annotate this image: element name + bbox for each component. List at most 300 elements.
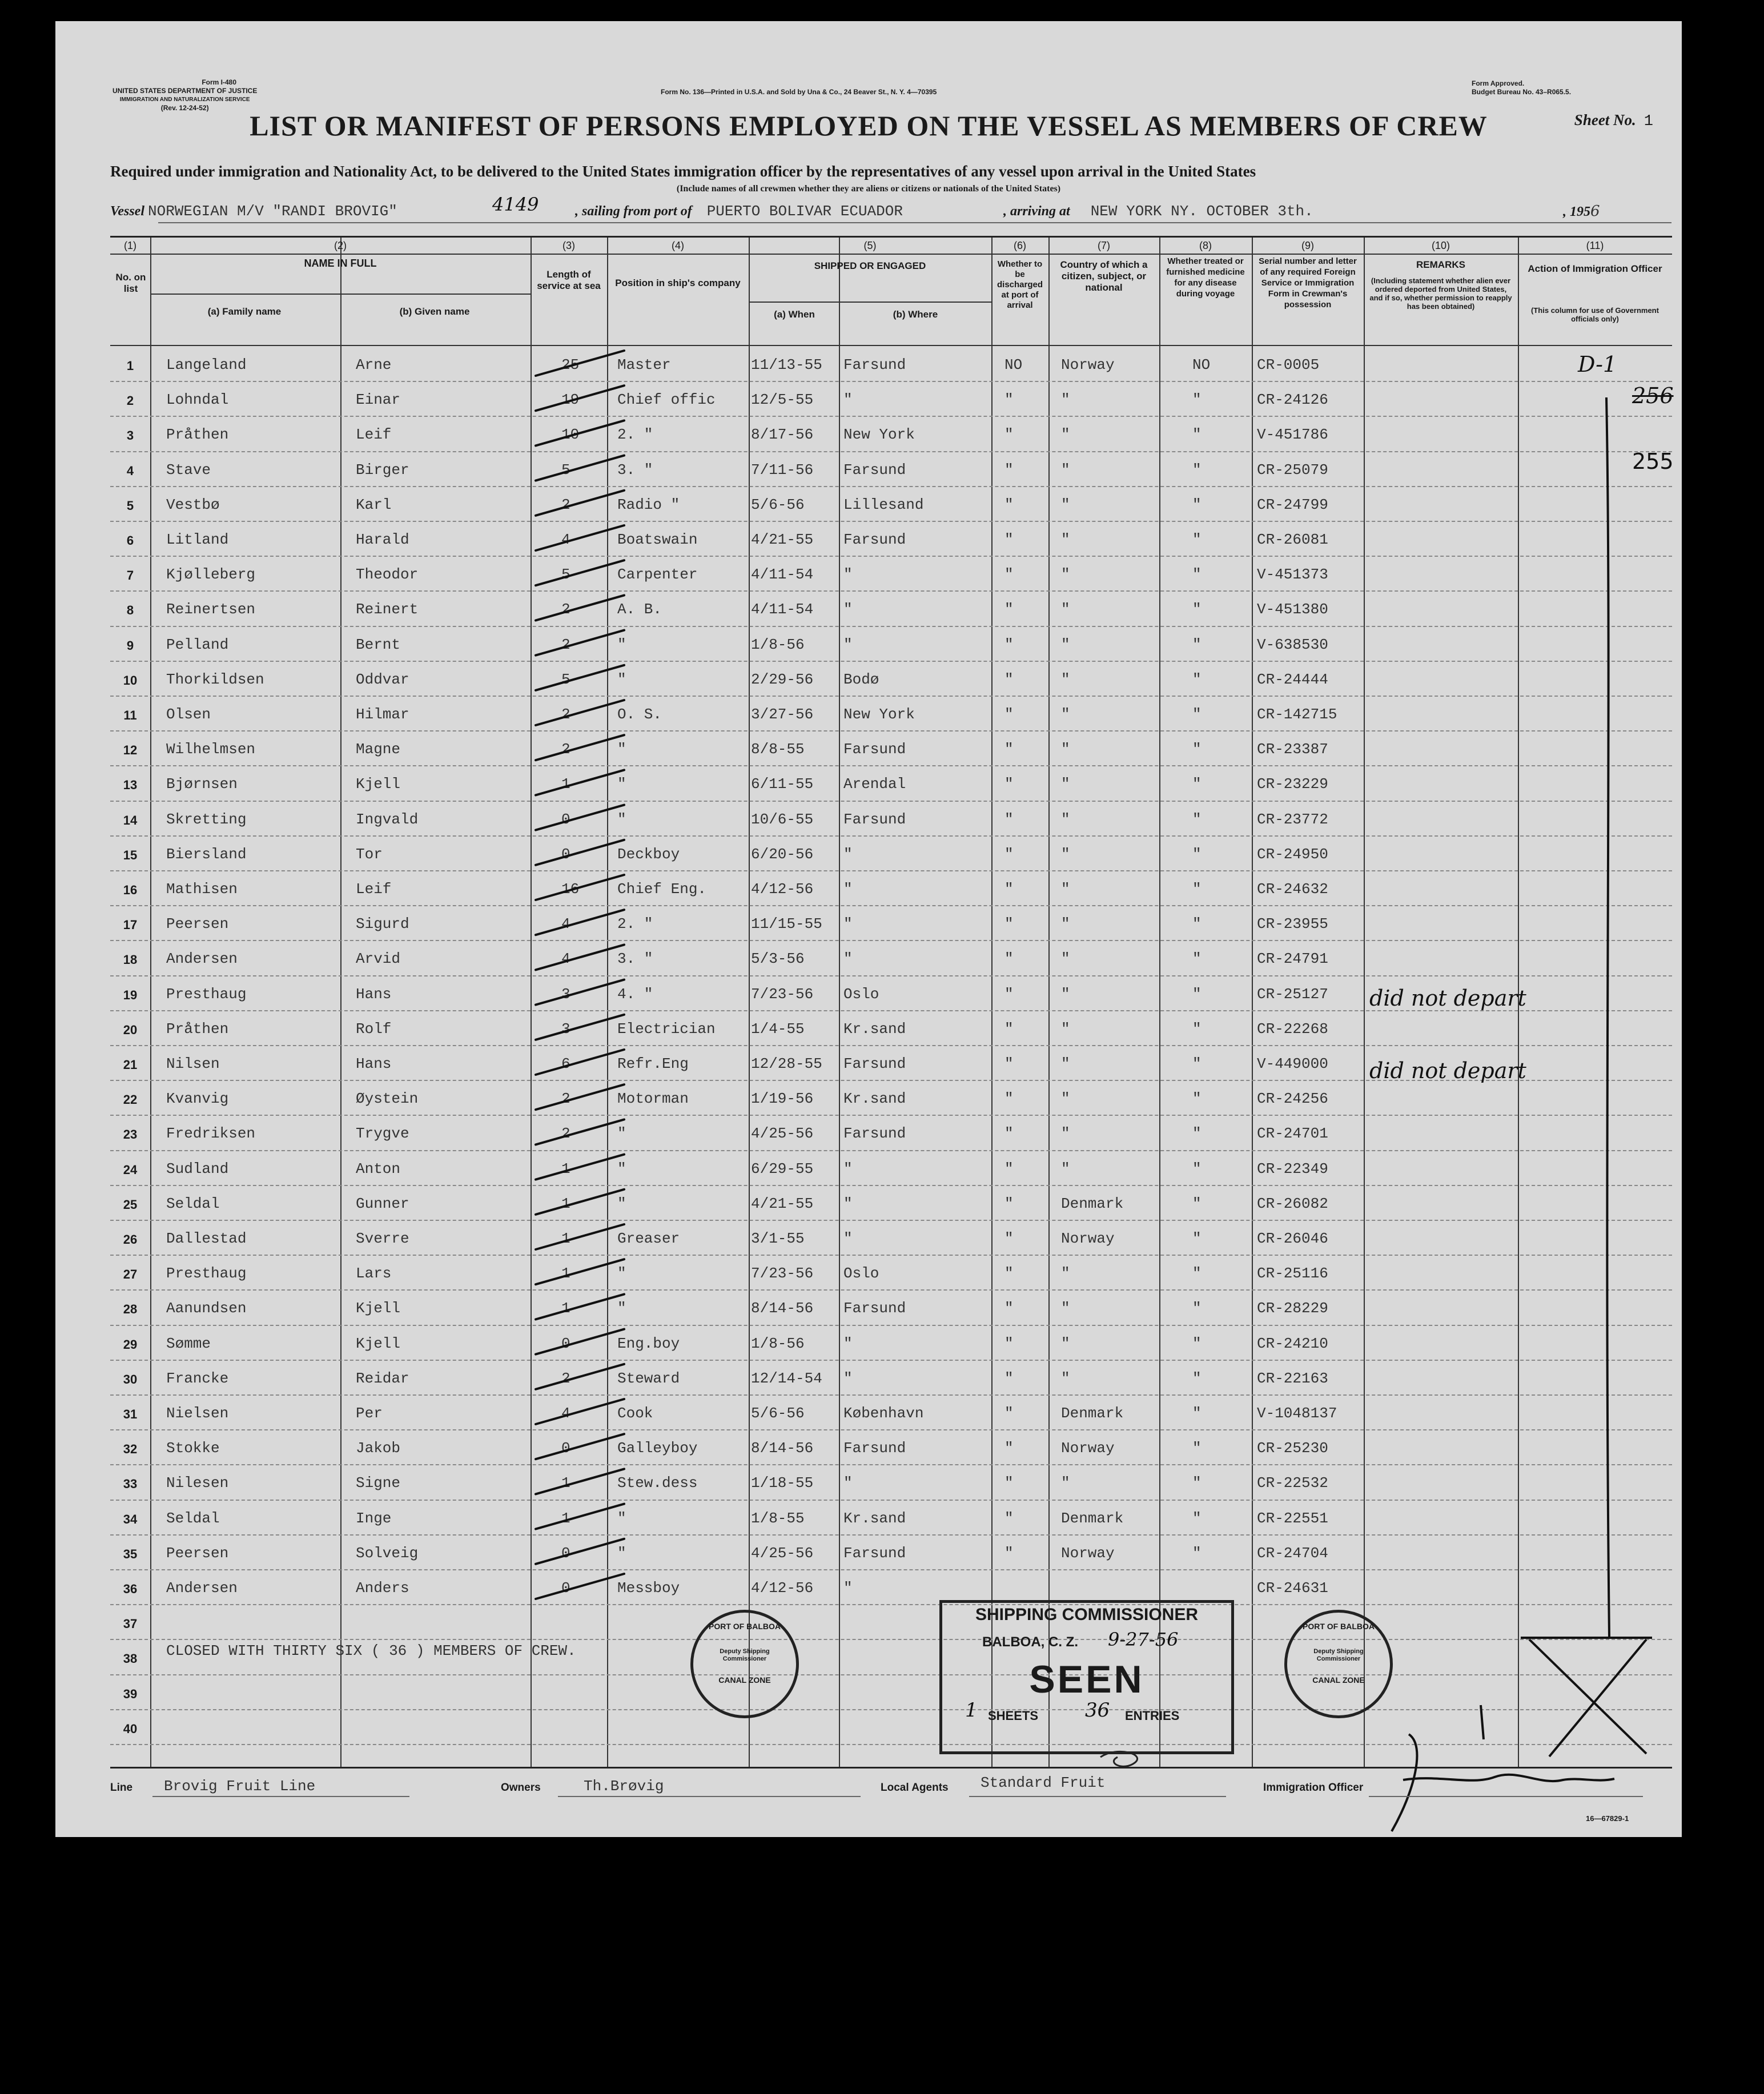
cell-serial: CR-22268 <box>1257 1020 1328 1038</box>
cell-disch: " <box>1004 426 1014 444</box>
cell-family: Sømme <box>166 1335 211 1352</box>
header-remarks: REMARKS <box>1416 259 1465 270</box>
cell-country: " <box>1061 706 1070 723</box>
cell-treated: " <box>1192 461 1202 479</box>
cell-disch: " <box>1004 810 1014 828</box>
cell-treated: " <box>1192 1474 1202 1492</box>
cell-where: " <box>843 881 853 898</box>
cell-given: Anton <box>356 1160 401 1177</box>
cell-pos: " <box>617 775 626 793</box>
cell-treated: " <box>1192 1405 1202 1422</box>
tick-stroke <box>536 875 624 900</box>
cell-pos: O. S. <box>617 706 662 723</box>
stamp-seen: SEEN <box>1029 1658 1144 1701</box>
cell-given: Hans <box>356 1055 392 1072</box>
cell-disch: " <box>1004 775 1014 793</box>
cell-treated: " <box>1192 426 1202 444</box>
cell-where: " <box>843 845 853 863</box>
year-value: 6 <box>1590 203 1600 220</box>
cell-len: 3 <box>561 1020 570 1038</box>
cell-where: " <box>843 1369 853 1387</box>
cell-where: " <box>843 391 853 409</box>
cell-pos: Eng.boy <box>617 1335 680 1352</box>
cell-when: 5/6-56 <box>751 1405 805 1422</box>
printer-line: Form No. 136—Printed in U.S.A. and Sold by Una & Co., 24 Beaver St., N. Y. 4—70395 <box>661 88 937 96</box>
cell-when: 1/19-56 <box>751 1090 814 1108</box>
cell-given: Inge <box>356 1509 392 1527</box>
cell-given: Birger <box>356 461 409 479</box>
action-note-255: 255 <box>1632 449 1674 474</box>
form-number: Form I-480 <box>202 78 237 86</box>
sailing-field <box>575 203 903 220</box>
cell-pos: " <box>617 670 626 688</box>
cell-where: " <box>843 1160 853 1177</box>
cell-len: 1 <box>561 1474 570 1492</box>
cell-pos: Radio " <box>617 496 680 513</box>
cell-treated: " <box>1192 1544 1202 1562</box>
col-num-9: (9) <box>1301 240 1314 251</box>
cell-family: Nilsen <box>166 1055 220 1072</box>
cell-given: Bernt <box>356 636 401 653</box>
cell-given: Anders <box>356 1579 409 1597</box>
tick-stroke <box>536 1119 624 1144</box>
cell-serial: CR-25079 <box>1257 461 1328 479</box>
cell-pos: Master <box>617 356 671 373</box>
approval-block <box>1472 79 1571 97</box>
form-dept-block <box>112 78 257 112</box>
col-num-1: (1) <box>124 240 136 251</box>
cell-pos: Greaser <box>617 1230 680 1247</box>
row-number: 12 <box>123 743 138 758</box>
cell-disch: " <box>1004 1020 1014 1038</box>
tick-stroke <box>536 735 624 760</box>
cell-family: Andersen <box>166 950 238 968</box>
row-number: 20 <box>123 1022 138 1037</box>
cell-given: Einar <box>356 391 401 409</box>
cell-len: 0 <box>561 845 570 863</box>
cell-pos: " <box>617 1160 626 1177</box>
cell-disch: " <box>1004 881 1014 898</box>
stamp-port-bottom: CANAL ZONE <box>718 1675 771 1685</box>
year-label: , 195 <box>1563 204 1590 219</box>
cell-pos: " <box>617 741 626 758</box>
cell-serial: V-451380 <box>1257 601 1328 618</box>
cell-treated: " <box>1192 531 1202 548</box>
action-note-d1: D-1 <box>1578 352 1617 377</box>
cell-country: " <box>1061 601 1070 618</box>
cell-len: 5 <box>561 566 570 584</box>
tick-stroke <box>536 944 624 970</box>
cell-country: Norway <box>1061 1440 1115 1457</box>
cell-where: Kr.sand <box>843 1020 906 1038</box>
cell-given: Rolf <box>356 1020 392 1038</box>
cell-pos: " <box>617 1544 626 1562</box>
cell-where: " <box>843 1474 853 1492</box>
cell-len: 1 <box>561 775 570 793</box>
cell-len: 2 <box>561 636 570 653</box>
cell-given: Hans <box>356 985 392 1003</box>
cell-when: 6/11-55 <box>751 775 814 793</box>
cell-when: 5/3-56 <box>751 950 805 968</box>
cell-disch: " <box>1004 391 1014 409</box>
row-number: 14 <box>123 813 138 827</box>
cell-country: Denmark <box>1061 1405 1124 1422</box>
tick-stroke <box>536 1329 624 1355</box>
cell-family: Dallestad <box>166 1230 247 1247</box>
cell-given: Lars <box>356 1265 392 1283</box>
cell-disch: " <box>1004 670 1014 688</box>
cell-len: 16 <box>561 881 580 898</box>
cell-country: " <box>1061 1020 1070 1038</box>
cell-serial: CR-24632 <box>1257 881 1328 898</box>
cell-given: Leif <box>356 426 392 444</box>
cell-disch: " <box>1004 566 1014 584</box>
footer-owners-underline <box>558 1796 861 1797</box>
cell-given: Hilmar <box>356 706 409 723</box>
cell-serial: CR-24210 <box>1257 1335 1328 1352</box>
cell-family: Presthaug <box>166 985 247 1003</box>
col-num-10: (10) <box>1431 240 1450 251</box>
header-action: Action of Immigration Officer <box>1528 263 1662 274</box>
row-number: 13 <box>123 778 138 793</box>
footer-agents-label: Local Agents <box>881 1782 949 1794</box>
cell-when: 8/8-55 <box>751 741 805 758</box>
cell-disch: NO <box>1004 356 1023 373</box>
cell-where: Farsund <box>843 1055 906 1072</box>
tick-stroke <box>536 665 624 690</box>
cell-country: " <box>1061 1474 1070 1492</box>
vessel-label: Vessel <box>110 204 144 219</box>
cell-pos: Refr.Eng <box>617 1055 689 1072</box>
cell-where: Kr.sand <box>843 1090 906 1108</box>
cell-family: Langeland <box>166 356 247 373</box>
cell-country: " <box>1061 1125 1070 1143</box>
cell-treated: " <box>1192 1230 1202 1247</box>
cell-where: Bodø <box>843 670 879 688</box>
cell-given: Ingvald <box>356 810 419 828</box>
cell-disch: " <box>1004 1160 1014 1177</box>
tick-stroke <box>536 1539 624 1564</box>
cell-country: " <box>1061 810 1070 828</box>
cell-when: 1/8-55 <box>751 1509 805 1527</box>
header-country: Country of which a citizen, subject, or national <box>1060 259 1148 293</box>
form-revision: (Rev. 12-24-52) <box>160 104 209 112</box>
cell-where: Farsund <box>843 1125 906 1143</box>
row-number: 16 <box>123 883 138 897</box>
cell-family: Seldal <box>166 1509 220 1527</box>
page-title: LIST OR MANIFEST OF PERSONS EMPLOYED ON THE VESSEL AS MEMBERS OF CREW <box>250 110 1488 142</box>
cell-serial: CR-23229 <box>1257 775 1328 793</box>
cell-serial: CR-22551 <box>1257 1509 1328 1527</box>
cell-when: 4/25-56 <box>751 1125 814 1143</box>
cell-country: Denmark <box>1061 1509 1124 1527</box>
cell-disch: " <box>1004 1055 1014 1072</box>
cell-family: Stave <box>166 461 211 479</box>
cell-disch: " <box>1004 1509 1014 1527</box>
cell-family: Pelland <box>166 636 229 653</box>
arriving-label: , arriving at <box>1003 204 1070 219</box>
cell-pos: A. B. <box>617 601 662 618</box>
cell-when: 8/14-56 <box>751 1440 814 1457</box>
tick-stroke <box>536 1504 624 1529</box>
cell-family: Lohndal <box>166 391 229 409</box>
row-number: 19 <box>123 987 138 1002</box>
sailing-value: PUERTO BOLIVAR ECUADOR <box>706 203 903 220</box>
tick-stroke <box>536 1434 624 1459</box>
cell-treated: " <box>1192 1509 1202 1527</box>
cell-family: Pråthen <box>166 426 229 444</box>
cell-len: 1 <box>561 1300 570 1317</box>
stamp-date: 9-27-56 <box>1108 1629 1179 1650</box>
header-given-name: (b) Given name <box>399 306 470 317</box>
row-number: 38 <box>123 1651 138 1666</box>
cell-when: 6/29-55 <box>751 1160 814 1177</box>
cell-pos: " <box>617 1509 626 1527</box>
row-number: 27 <box>123 1267 138 1282</box>
cell-pos: Motorman <box>617 1090 689 1108</box>
cell-family: Seldal <box>166 1195 220 1212</box>
tick-stroke <box>536 910 624 935</box>
stamp-sheets-label: SHEETS <box>988 1709 1039 1723</box>
cell-serial: V-1048137 <box>1257 1405 1337 1422</box>
cell-family: Sudland <box>166 1160 229 1177</box>
cell-treated: " <box>1192 636 1202 653</box>
department: UNITED STATES DEPARTMENT OF JUSTICE <box>112 87 258 95</box>
row-number: 21 <box>123 1058 138 1072</box>
cell-disch: " <box>1004 1440 1014 1457</box>
cell-len: 2 <box>561 741 570 758</box>
vessel-field <box>110 203 397 220</box>
commissioner-signature <box>1100 1751 1138 1766</box>
cell-serial: V-451373 <box>1257 566 1328 584</box>
cell-where: Farsund <box>843 810 906 828</box>
cell-when: 4/21-55 <box>751 1195 814 1212</box>
cell-serial: CR-26046 <box>1257 1230 1328 1247</box>
manifest-form <box>55 21 1682 1837</box>
cell-len: 3 <box>561 985 570 1003</box>
immigration-officer-signature <box>1392 1734 1614 1831</box>
footer-owners-value: Th.Brøvig <box>584 1778 664 1795</box>
cell-where: Lillesand <box>843 496 924 513</box>
cell-when: 4/25-56 <box>751 1544 814 1562</box>
tick-stroke <box>536 805 624 830</box>
cell-country: " <box>1061 461 1070 479</box>
tick-stroke <box>536 525 624 550</box>
row-number: 28 <box>123 1302 138 1317</box>
cell-family: Biersland <box>166 845 247 863</box>
cell-country: " <box>1061 1055 1070 1072</box>
cell-country: " <box>1061 775 1070 793</box>
cell-given: Magne <box>356 741 401 758</box>
stamp-title: SHIPPING COMMISSIONER <box>975 1605 1199 1624</box>
cell-serial: CR-23387 <box>1257 741 1328 758</box>
cell-treated: " <box>1192 496 1202 513</box>
footer-line-underline <box>152 1796 409 1797</box>
cell-treated: " <box>1192 601 1202 618</box>
cell-when: 1/8-56 <box>751 636 805 653</box>
col-num-6: (6) <box>1014 240 1026 251</box>
cell-disch: " <box>1004 1405 1014 1422</box>
row-number: 3 <box>126 428 134 443</box>
col-num-8: (8) <box>1199 240 1212 251</box>
cell-when: 7/23-56 <box>751 1265 814 1283</box>
row-number: 7 <box>126 568 134 583</box>
header-action-note: (This column for use of Government officials only) <box>1531 306 1659 323</box>
cell-pos: Boatswain <box>617 531 698 548</box>
cell-country: " <box>1061 1265 1070 1283</box>
row-number: 33 <box>123 1477 138 1492</box>
footer-officer-label: Immigration Officer <box>1263 1782 1364 1794</box>
cell-pos: 2. " <box>617 915 653 933</box>
form-approved: Form Approved. <box>1472 79 1525 87</box>
cell-given: Arne <box>356 356 392 373</box>
cell-family: Peersen <box>166 1544 229 1562</box>
row-number: 26 <box>123 1232 138 1247</box>
footer-owners-label: Owners <box>501 1782 541 1794</box>
remarks-row-14: did not depart <box>1369 1058 1526 1083</box>
vessel-underline <box>158 222 1671 223</box>
cell-country: " <box>1061 566 1070 584</box>
cell-country: " <box>1061 1160 1070 1177</box>
cell-pos: Deckboy <box>617 845 680 863</box>
cell-serial: V-638530 <box>1257 636 1328 653</box>
cell-family: Mathisen <box>166 881 238 898</box>
cell-where: København <box>843 1405 924 1422</box>
cell-family: Stokke <box>166 1440 220 1457</box>
cell-len: 1 <box>561 1160 570 1177</box>
cell-disch: " <box>1004 1195 1014 1212</box>
cell-treated: " <box>1192 391 1202 409</box>
stamp-port-top: PORT OF BALBOA <box>1303 1622 1375 1631</box>
closed-statement: CLOSED WITH THIRTY SIX ( 36 ) MEMBERS OF CREW. <box>166 1642 576 1659</box>
cell-given: Øystein <box>356 1090 419 1108</box>
tick-stroke <box>536 560 624 585</box>
cell-disch: " <box>1004 496 1014 513</box>
header-where: (b) Where <box>893 309 938 320</box>
footer-officer-underline <box>1369 1796 1643 1797</box>
cell-country: Norway <box>1061 1230 1115 1247</box>
cell-len: 0 <box>561 1335 570 1352</box>
cell-where: " <box>843 601 853 618</box>
sheet-value: 1 <box>1644 113 1653 130</box>
tick-stroke <box>536 1294 624 1319</box>
port-balboa-stamp-left <box>690 1610 799 1718</box>
cell-where: " <box>843 915 853 933</box>
col-num-4: (4) <box>672 240 684 251</box>
cell-given: Kjell <box>356 775 401 793</box>
cell-when: 3/1-55 <box>751 1230 805 1247</box>
row-number: 10 <box>123 673 138 688</box>
cell-serial: CR-26082 <box>1257 1195 1328 1212</box>
cell-treated: " <box>1192 1055 1202 1072</box>
cell-disch: " <box>1004 845 1014 863</box>
tick-stroke <box>536 1224 624 1249</box>
service-name: IMMIGRATION AND NATURALIZATION SERVICE <box>119 97 250 103</box>
row-number: 29 <box>123 1337 138 1352</box>
cell-serial: CR-23955 <box>1257 915 1328 933</box>
form-reference: 16—67829-1 <box>1586 1814 1629 1823</box>
cell-when: 4/21-55 <box>751 531 814 548</box>
cell-len: 2 <box>561 601 570 618</box>
cell-family: Bjørnsen <box>166 775 238 793</box>
cell-country: " <box>1061 496 1070 513</box>
cell-disch: " <box>1004 1300 1014 1317</box>
cell-len: 1 <box>561 1265 570 1283</box>
cell-treated: " <box>1192 950 1202 968</box>
cell-treated: " <box>1192 1020 1202 1038</box>
col-num-5: (5) <box>863 240 877 251</box>
stamp-port-mid: Deputy Shipping Commissioner <box>1313 1648 1364 1662</box>
cell-where: " <box>843 1579 853 1597</box>
stamp-place: BALBOA, C. Z. <box>982 1634 1078 1650</box>
tick-stroke <box>536 1084 624 1110</box>
cell-country: " <box>1061 391 1070 409</box>
cell-when: 4/11-54 <box>751 566 814 584</box>
cell-treated: " <box>1192 670 1202 688</box>
cell-serial: CR-22532 <box>1257 1474 1328 1492</box>
cell-treated: " <box>1192 741 1202 758</box>
cell-when: 8/17-56 <box>751 426 814 444</box>
cell-pos: " <box>617 1300 626 1317</box>
tick-stroke <box>536 1050 624 1075</box>
cell-treated: " <box>1192 1335 1202 1352</box>
cell-serial: CR-24791 <box>1257 950 1328 968</box>
cell-pos: Steward <box>617 1369 680 1387</box>
cell-treated: " <box>1192 566 1202 584</box>
cell-where: Farsund <box>843 1440 906 1457</box>
cell-serial: CR-25127 <box>1257 985 1328 1003</box>
vessel-handwritten-mark: 4149 <box>492 194 539 215</box>
cell-disch: " <box>1004 915 1014 933</box>
cell-where: " <box>843 1230 853 1247</box>
cell-given: Kjell <box>356 1335 401 1352</box>
cell-pos: Electrician <box>617 1020 716 1038</box>
cell-serial: CR-142715 <box>1257 706 1337 723</box>
cell-country: " <box>1061 426 1070 444</box>
cell-when: 6/20-56 <box>751 845 814 863</box>
cell-where: New York <box>843 426 915 444</box>
cell-when: 10/6-55 <box>751 810 814 828</box>
cell-treated: " <box>1192 1125 1202 1143</box>
cell-disch: " <box>1004 601 1014 618</box>
cell-treated: " <box>1192 1090 1202 1108</box>
cell-where: " <box>843 950 853 968</box>
cell-pos: " <box>617 1125 626 1143</box>
cell-treated: " <box>1192 1160 1202 1177</box>
row-number: 18 <box>123 952 138 967</box>
cell-country: " <box>1061 741 1070 758</box>
footer-agents-underline <box>969 1796 1226 1797</box>
row-number: 2 <box>126 393 134 408</box>
row-number: 36 <box>123 1582 138 1596</box>
cell-treated: " <box>1192 1265 1202 1283</box>
cell-where: " <box>843 566 853 584</box>
cell-country: Norway <box>1061 1544 1115 1562</box>
cell-family: Skretting <box>166 810 247 828</box>
cell-len: 0 <box>561 1579 570 1597</box>
cell-family: Nilesen <box>166 1474 229 1492</box>
cell-when: 3/27-56 <box>751 706 814 723</box>
cell-where: New York <box>843 706 915 723</box>
cell-when: 4/12-56 <box>751 881 814 898</box>
tick-stroke <box>536 1469 624 1494</box>
row-number: 37 <box>123 1617 138 1631</box>
cell-len: 2 <box>561 1125 570 1143</box>
header-position: Position in ship's company <box>615 278 741 288</box>
cell-serial: CR-22349 <box>1257 1160 1328 1177</box>
cell-disch: " <box>1004 1474 1014 1492</box>
header-shipped: SHIPPED OR ENGAGED <box>814 260 926 271</box>
